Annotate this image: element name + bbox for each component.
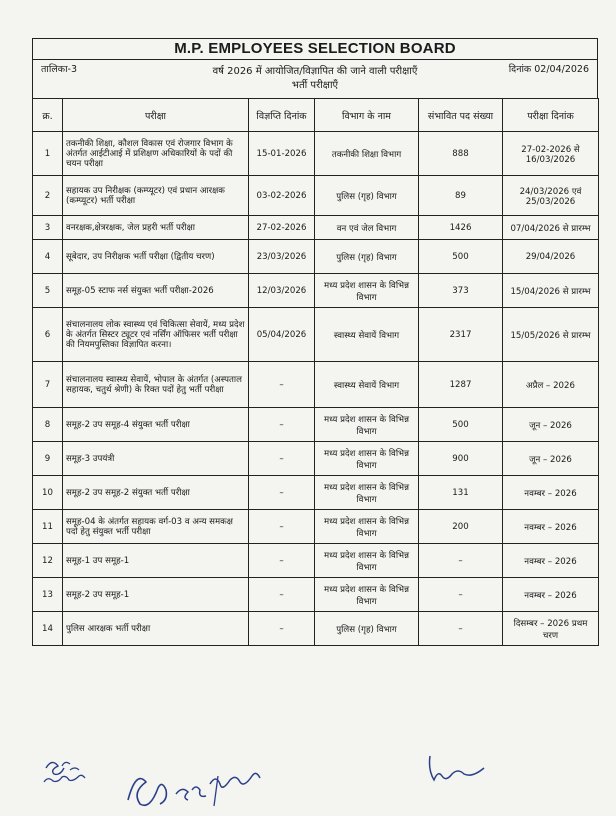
row-exam-date-cell: जून – 2026 bbox=[503, 408, 599, 442]
row-notice-date-cell: – bbox=[249, 544, 315, 578]
row-posts-cell: – bbox=[419, 612, 503, 646]
board-title: M.P. EMPLOYEES SELECTION BOARD bbox=[32, 38, 598, 59]
table-row bbox=[33, 476, 599, 510]
header-sn: क्र. bbox=[33, 99, 63, 132]
document-date: दिनांक 02/04/2026 bbox=[508, 64, 589, 75]
row-department-cell: पुलिस (गृह) विभाग bbox=[315, 240, 419, 274]
row-department-cell: मध्य प्रदेश शासन के विभिन्न विभाग bbox=[315, 510, 419, 544]
row-department-cell: वन एवं जेल विभाग bbox=[315, 216, 419, 240]
row-department-cell: पुलिस (गृह) विभाग bbox=[315, 612, 419, 646]
row-exam-cell: पुलिस आरक्षक भर्ती परीक्षा bbox=[63, 612, 249, 646]
row-exam-cell: समूह-2 उप समूह-2 संयुक्त भर्ती परीक्षा bbox=[63, 476, 249, 510]
row-exam-cell: समूह-2 उप समूह-4 संयुक्त भर्ती परीक्षा bbox=[63, 408, 249, 442]
row-sn-cell: 5 bbox=[33, 274, 63, 308]
table-row bbox=[33, 612, 599, 646]
row-sn-cell: 8 bbox=[33, 408, 63, 442]
handwritten-signature-date bbox=[118, 760, 288, 816]
row-exam-date-cell: 15/05/2026 से प्रारम्भ bbox=[503, 308, 599, 362]
row-sn-cell: 6 bbox=[33, 308, 63, 362]
row-notice-date-cell: 03-02-2026 bbox=[249, 176, 315, 216]
table-meta bbox=[32, 59, 598, 98]
table-number: तालिका-3 bbox=[41, 64, 78, 75]
handwritten-initials-left bbox=[40, 756, 100, 790]
row-department-cell: मध्य प्रदेश शासन के विभिन्न विभाग bbox=[315, 476, 419, 510]
row-exam-date-cell: 29/04/2026 bbox=[503, 240, 599, 274]
row-sn-cell: 1 bbox=[33, 132, 63, 176]
row-exam-cell: समूह-2 उप समूह-1 bbox=[63, 578, 249, 612]
row-department-cell: तकनीकी शिक्षा विभाग bbox=[315, 132, 419, 176]
row-sn-cell: 3 bbox=[33, 216, 63, 240]
row-sn-cell: 4 bbox=[33, 240, 63, 274]
row-exam-date-cell: नवम्बर – 2026 bbox=[503, 544, 599, 578]
row-exam-cell: संचालनालय स्वास्थ्य सेवायें, भोपाल के अंतर्गत (अस्पताल सहायक, चतुर्थ श्रेणी) के रिक्त पदों हेतु भर्ती परीक्षा bbox=[63, 362, 249, 408]
row-posts-cell: 1426 bbox=[419, 216, 503, 240]
row-notice-date-cell: – bbox=[249, 578, 315, 612]
row-department-cell: मध्य प्रदेश शासन के विभिन्न विभाग bbox=[315, 544, 419, 578]
row-exam-cell: समूह-05 स्टाफ नर्स संयुक्त भर्ती परीक्षा-2026 bbox=[63, 274, 249, 308]
table-row bbox=[33, 274, 599, 308]
row-notice-date-cell: 05/04/2026 bbox=[249, 308, 315, 362]
row-exam-cell: समूह-3 उपयंत्री bbox=[63, 442, 249, 476]
row-exam-date-cell: नवम्बर – 2026 bbox=[503, 510, 599, 544]
table-row bbox=[33, 240, 599, 274]
row-exam-cell: वनरक्षक,क्षेत्ररक्षक, जेल प्रहरी भर्ती परीक्षा bbox=[63, 216, 249, 240]
row-exam-date-cell: नवम्बर – 2026 bbox=[503, 476, 599, 510]
header-notice-date: विज्ञप्ति दिनांक bbox=[249, 99, 315, 132]
row-exam-date-cell: दिसम्बर – 2026 प्रथम चरण bbox=[503, 612, 599, 646]
subtitle-line-1: वर्ष 2026 में आयोजित/विज्ञापित की जाने वाली परीक्षाएँ bbox=[212, 66, 418, 77]
row-department-cell: पुलिस (गृह) विभाग bbox=[315, 176, 419, 216]
row-exam-date-cell: जून – 2026 bbox=[503, 442, 599, 476]
table-row bbox=[33, 176, 599, 216]
row-exam-cell: तकनीकी शिक्षा, कौशल विकास एवं रोजगार विभाग के अंतर्गत आईटीआई में प्रशिक्षण अधिकारियों के पदों की चयन परीक्षा bbox=[63, 132, 249, 176]
table-row bbox=[33, 132, 599, 176]
table-row bbox=[33, 308, 599, 362]
row-department-cell: मध्य प्रदेश शासन के विभिन्न विभाग bbox=[315, 578, 419, 612]
row-posts-cell: – bbox=[419, 544, 503, 578]
row-notice-date-cell: 23/03/2026 bbox=[249, 240, 315, 274]
header-exam-date: परीक्षा दिनांक bbox=[503, 99, 599, 132]
row-sn-cell: 12 bbox=[33, 544, 63, 578]
row-posts-cell: 89 bbox=[419, 176, 503, 216]
row-notice-date-cell: – bbox=[249, 408, 315, 442]
row-posts-cell: 373 bbox=[419, 274, 503, 308]
handwritten-signature-right bbox=[422, 752, 492, 788]
table-row bbox=[33, 578, 599, 612]
row-exam-date-cell: अप्रैल – 2026 bbox=[503, 362, 599, 408]
row-department-cell: मध्य प्रदेश शासन के विभिन्न विभाग bbox=[315, 274, 419, 308]
row-posts-cell: 500 bbox=[419, 408, 503, 442]
table-row bbox=[33, 408, 599, 442]
row-exam-date-cell: 07/04/2026 से प्रारम्भ bbox=[503, 216, 599, 240]
row-posts-cell: 888 bbox=[419, 132, 503, 176]
row-sn-cell: 9 bbox=[33, 442, 63, 476]
row-exam-date-cell: 24/03/2026 एवं 25/03/2026 bbox=[503, 176, 599, 216]
row-posts-cell: 500 bbox=[419, 240, 503, 274]
table-row bbox=[33, 544, 599, 578]
row-exam-cell: संचालनालय लोक स्वास्थ्य एवं चिकित्सा सेवायें, मध्य प्रदेश के अंतर्गत सिस्टर ट्यूटर एवं नर्सिंग ऑफिसर भर्ती परीक्षा की नियमपुस्तिका विज्ञापित करना। bbox=[63, 308, 249, 362]
row-sn-cell: 13 bbox=[33, 578, 63, 612]
row-notice-date-cell: – bbox=[249, 612, 315, 646]
row-notice-date-cell: 15-01-2026 bbox=[249, 132, 315, 176]
row-exam-date-cell: 15/04/2026 से प्रारम्भ bbox=[503, 274, 599, 308]
table-row bbox=[33, 362, 599, 408]
row-posts-cell: 1287 bbox=[419, 362, 503, 408]
document-sheet bbox=[32, 38, 598, 646]
row-posts-cell: 200 bbox=[419, 510, 503, 544]
row-posts-cell: 2317 bbox=[419, 308, 503, 362]
row-notice-date-cell: 12/03/2026 bbox=[249, 274, 315, 308]
row-department-cell: मध्य प्रदेश शासन के विभिन्न विभाग bbox=[315, 442, 419, 476]
row-department-cell: स्वास्थ्य सेवायें विभाग bbox=[315, 308, 419, 362]
row-notice-date-cell: – bbox=[249, 442, 315, 476]
row-exam-cell: सहायक उप निरीक्षक (कम्प्यूटर) एवं प्रधान आरक्षक (कम्प्यूटर) भर्ती परीक्षा bbox=[63, 176, 249, 216]
table-row bbox=[33, 510, 599, 544]
header-department: विभाग के नाम bbox=[315, 99, 419, 132]
row-exam-date-cell: नवम्बर – 2026 bbox=[503, 578, 599, 612]
row-notice-date-cell: – bbox=[249, 510, 315, 544]
header-posts: संभावित पद संख्या bbox=[419, 99, 503, 132]
row-department-cell: मध्य प्रदेश शासन के विभिन्न विभाग bbox=[315, 408, 419, 442]
table-row bbox=[33, 442, 599, 476]
row-department-cell: स्वास्थ्य सेवायें विभाग bbox=[315, 362, 419, 408]
row-sn-cell: 2 bbox=[33, 176, 63, 216]
row-exam-cell: समूह-1 उप समूह-1 bbox=[63, 544, 249, 578]
row-sn-cell: 7 bbox=[33, 362, 63, 408]
table-row bbox=[33, 216, 599, 240]
row-posts-cell: 900 bbox=[419, 442, 503, 476]
row-posts-cell: – bbox=[419, 578, 503, 612]
table-header-row bbox=[33, 99, 599, 132]
row-sn-cell: 10 bbox=[33, 476, 63, 510]
row-exam-cell: सूबेदार, उप निरीक्षक भर्ती परीक्षा (द्वितीय चरण) bbox=[63, 240, 249, 274]
row-exam-cell: समूह-04 के अंतर्गत सहायक वर्ग-03 व अन्य समकक्ष पदो हेतु संयुक्त भर्ती परीक्षा bbox=[63, 510, 249, 544]
row-notice-date-cell: 27-02-2026 bbox=[249, 216, 315, 240]
row-posts-cell: 131 bbox=[419, 476, 503, 510]
row-sn-cell: 11 bbox=[33, 510, 63, 544]
exam-schedule-table bbox=[32, 98, 599, 646]
row-sn-cell: 14 bbox=[33, 612, 63, 646]
row-notice-date-cell: – bbox=[249, 476, 315, 510]
row-exam-date-cell: 27-02-2026 से 16/03/2026 bbox=[503, 132, 599, 176]
row-notice-date-cell: – bbox=[249, 362, 315, 408]
header-exam: परीक्षा bbox=[63, 99, 249, 132]
subtitle-line-2: भर्ती परीक्षाएँ bbox=[291, 80, 339, 91]
